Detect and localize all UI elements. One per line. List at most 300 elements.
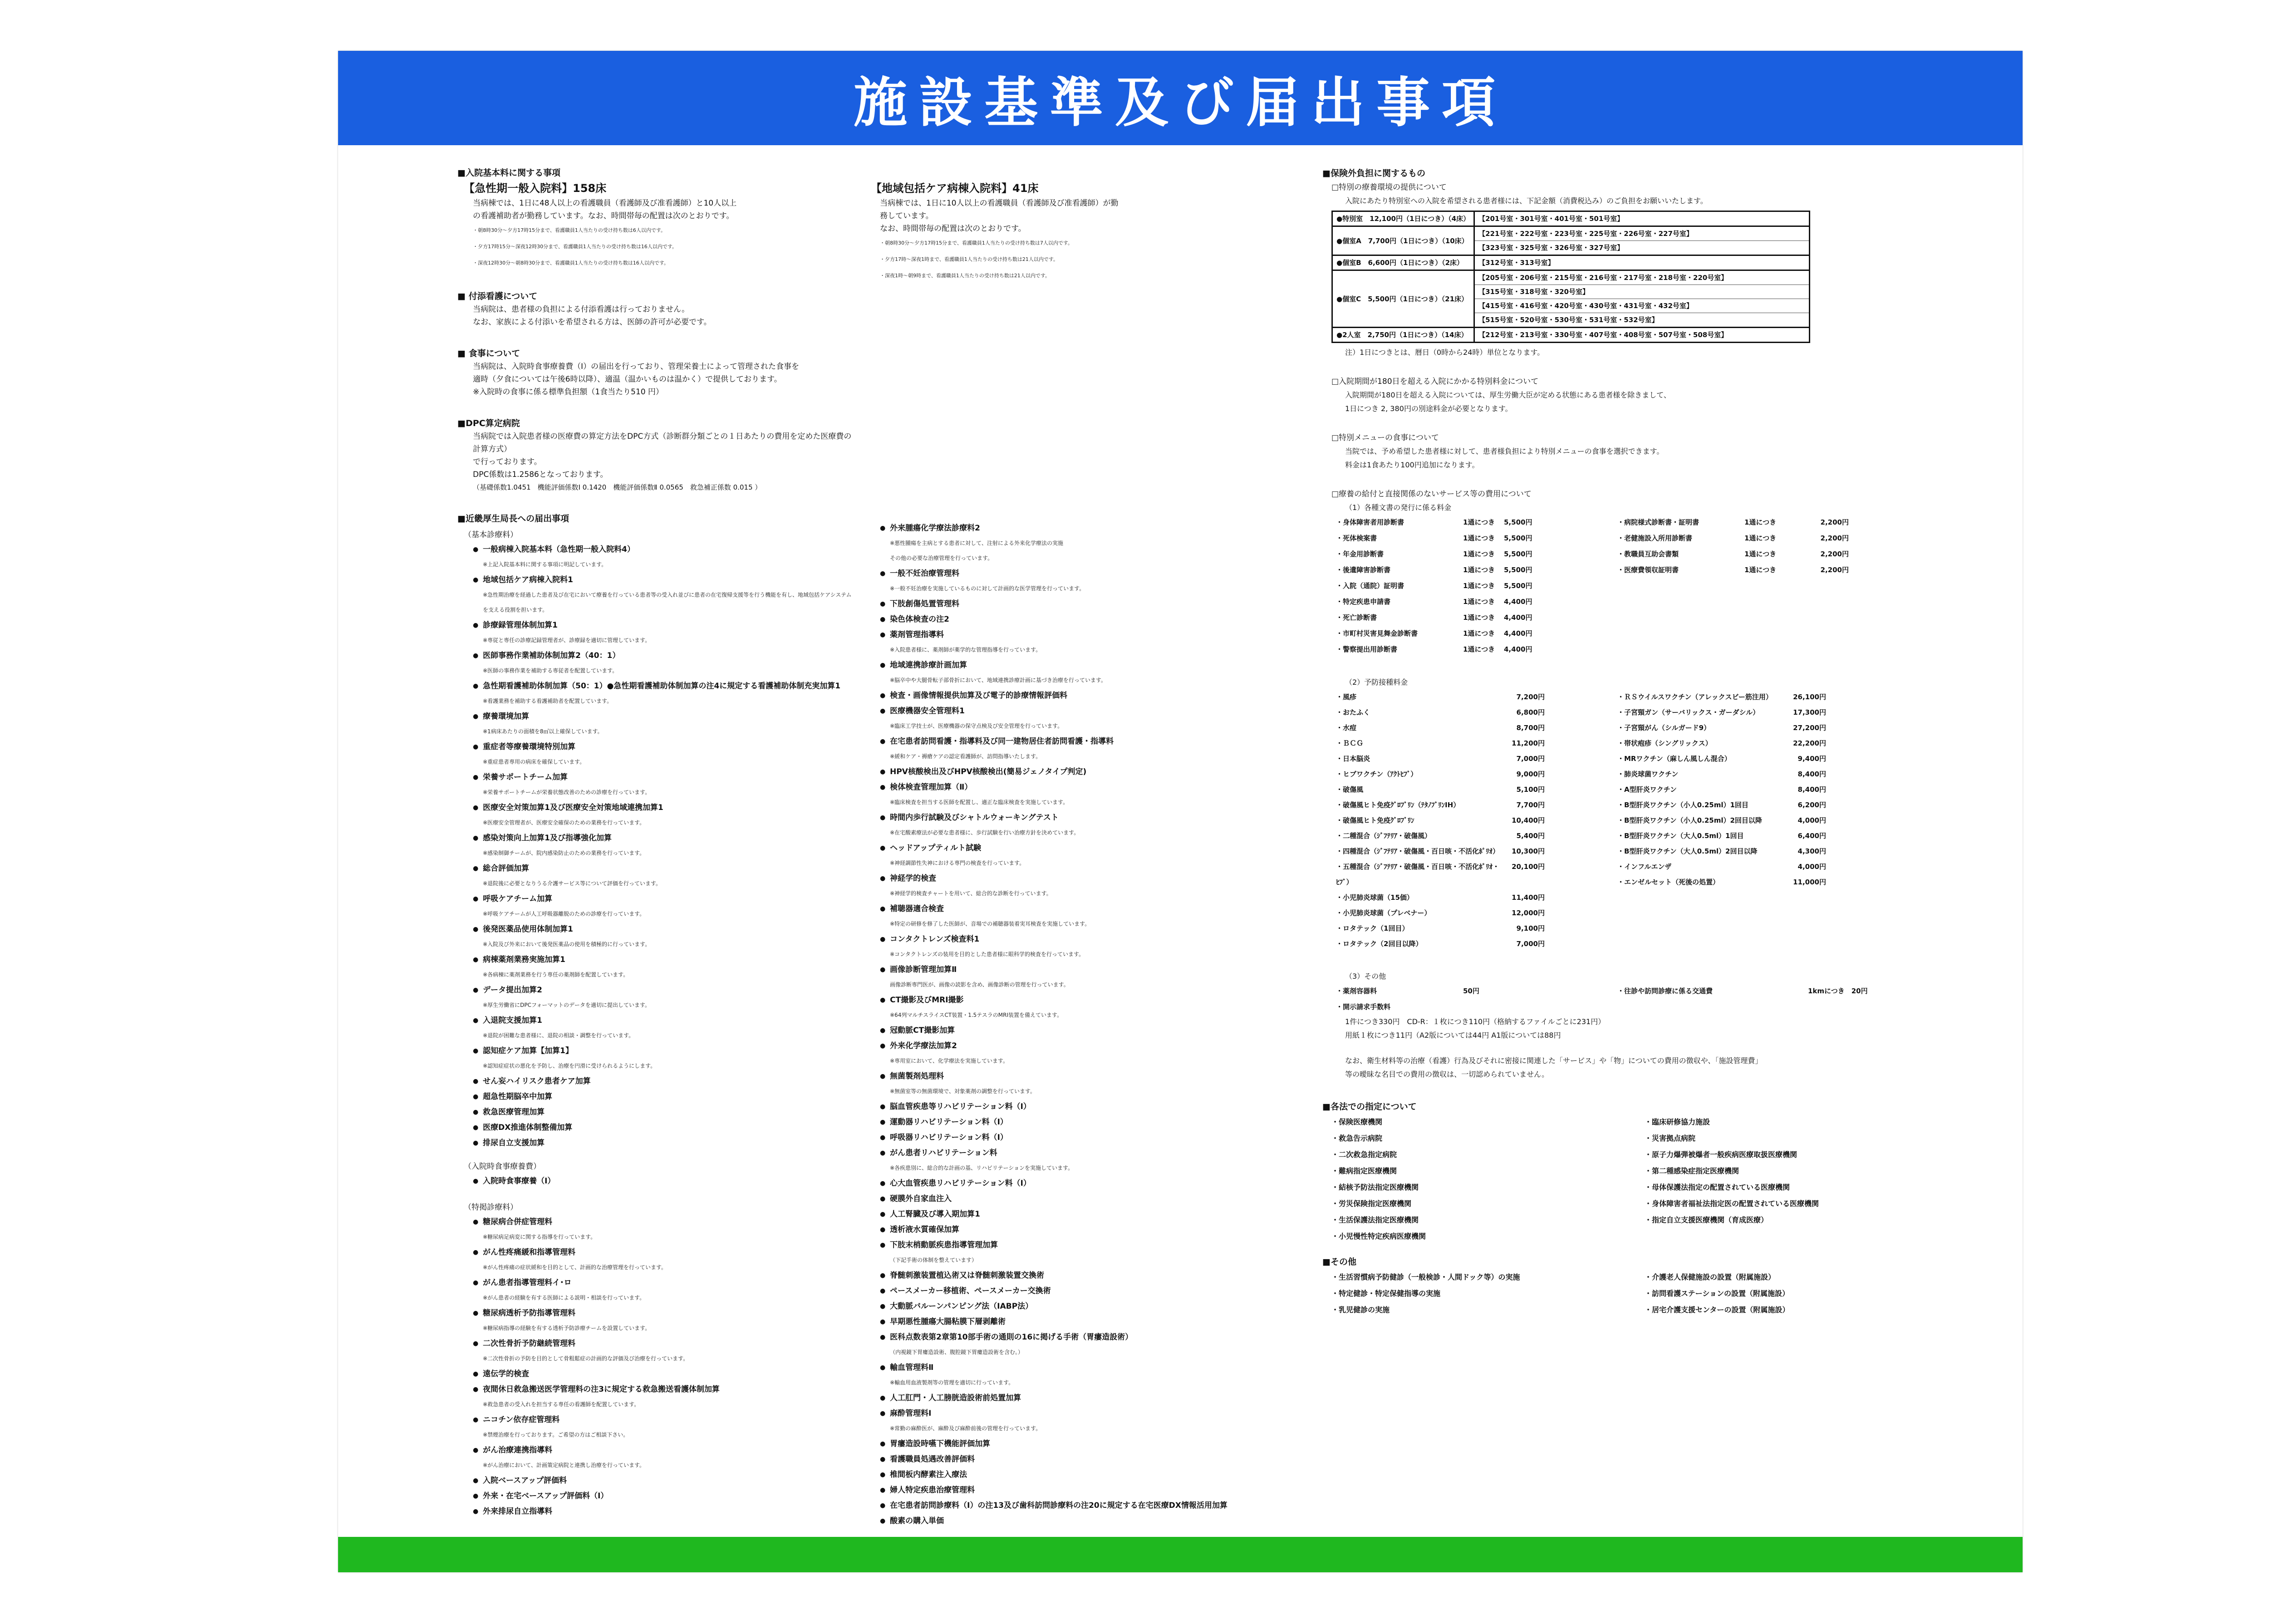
fee-row <box>1617 562 1871 578</box>
list-item: ● 外来排尿自立指導料 <box>457 1504 857 1519</box>
list-item: ● 医科点数表第2章第10部手術の通則の16に掲げる手術（胃瘻造設術） <box>864 1330 1318 1345</box>
vaccine-fees-left <box>1336 689 1617 952</box>
fee-name: ・市町村災害見舞金診断書 <box>1336 629 1418 638</box>
vaccine-row <box>1617 705 1890 720</box>
item-note: ※上記入院基本料に関する事項に明記しています。 <box>483 561 607 568</box>
vaccine-name: ・子宮頸ガン（サーバリックス・ガーダシル） <box>1617 708 1760 716</box>
vaccine-name: ・ヒブワクチン（ｱｸﾄﾋﾌﾞ） <box>1336 770 1418 778</box>
room-numbers: 【312号室・313号室】 <box>1474 255 1810 270</box>
vaccine-price: 10,400円 <box>1512 816 1545 824</box>
notice-board <box>338 51 2023 1572</box>
list-item: ● がん性疼痛緩和指導管理料 <box>457 1245 857 1260</box>
fee-unit: 1通につき <box>1744 534 1777 542</box>
section-heading: ■その他 <box>1322 1257 1356 1267</box>
vaccine-name: ・B型肝炎ワクチン（大人0.5ml）1回目 <box>1617 832 1744 840</box>
vaccine-price: 5,400円 <box>1516 832 1545 840</box>
list-item: ● 病棟薬剤業務実施加算1 <box>457 952 857 967</box>
list-item: ・指定自立支援医療機関（育成医療） <box>1645 1216 1768 1224</box>
item-note: ※認知症症状の悪化を予防し、治療を円滑に受けられるようにします。 <box>483 1063 656 1069</box>
room-numbers: 【205号室・206号室・215号室・216号室・217号室・218号室・220号室】 <box>1474 270 1810 285</box>
kihon-items <box>457 542 857 1151</box>
item-note: ※医師の事務作業を補助する専従者を配置しています。 <box>483 667 618 674</box>
list-item: ● 医療安全対策加算1及び医療安全対策地域連携加算1 <box>457 800 857 815</box>
fee-unit: 1通につき <box>1744 518 1777 526</box>
header-banner <box>338 51 2023 145</box>
fee-row <box>1336 562 1617 578</box>
list-item: ● 検査・画像情報提供加算及び電子的診療情報評価料 <box>864 688 1318 703</box>
item-note: ※各病棟に薬剤業務を行う専任の薬剤師を配置しています。 <box>483 971 629 978</box>
fee-row <box>1336 626 1617 642</box>
vaccine-name: ・ＲＳウイルスワクチン（アレックスビー筋注用） <box>1617 693 1773 701</box>
doc-fees-left <box>1336 515 1617 657</box>
item-note: ※医療安全管理者が、医療安全確保のための業務を行っています。 <box>483 819 645 826</box>
item-note: ※救急患者の受入れを担当する専任の看護師を配置しています。 <box>483 1401 640 1408</box>
vaccine-row <box>1617 797 1890 813</box>
item-note: ※入院患者様に、薬剤師が薬学的な管理指導を行っています。 <box>890 647 1041 653</box>
list-item: ・労災保険指定医療機関 <box>1331 1199 1412 1208</box>
section-heading: ■近畿厚生局長への届出事項 <box>457 514 569 524</box>
fee-value: 1kmにつき 20円 <box>1808 987 1868 995</box>
list-item: ・結核予防法指定医療機関 <box>1331 1183 1419 1192</box>
list-item: ● 脊髄刺激装置植込術又は脊髄刺激装置交換術 <box>864 1268 1318 1283</box>
fee-unit: 1通につき <box>1463 645 1495 653</box>
vaccine-row <box>1617 859 1890 874</box>
vaccine-name: ・二種混合（ｼﾞﾌﾃﾘｱ・破傷風） <box>1336 832 1432 840</box>
fee-name: ・老健施設入所用診断書 <box>1617 534 1693 542</box>
list-item: ● 重症者等療養環境特別加算 <box>457 739 857 755</box>
list-item: ● ヘッドアップティルト試験 <box>864 840 1318 856</box>
list-item: ● 人工肛門・人工膀胱造設術前処置加算 <box>864 1390 1318 1406</box>
list-item: ● 一般病棟入院基本料（急性期一般入院料4） <box>457 542 857 557</box>
fee-row <box>1336 594 1617 610</box>
list-item: ● ニコチン依存症管理料 <box>457 1412 857 1428</box>
sub-sub-heading: （2）予防接種料金 <box>1345 678 1408 687</box>
text-line: 用紙１枚につき11円（A2版については44円 A1版については88円 <box>1345 1031 1561 1040</box>
list-item: ● 輸血管理料Ⅱ <box>864 1360 1318 1375</box>
list-item: ・介護老人保健施設の設置（附属施設） <box>1645 1273 1776 1281</box>
fee-unit: 1通につき <box>1463 613 1495 622</box>
text-line: 入院にあたり特別室への入院を希望される患者様には、下記金額（消費税込み）のご負担をお願いいたします。 <box>1345 196 1708 205</box>
list-item: ● 後発医薬品使用体制加算1 <box>457 922 857 937</box>
list-item: ● 補聴器適合検査 <box>864 901 1318 917</box>
text-line: なお、衛生材料等の治療（看護）行為及びそれに密接に関連した「サービス」や「物」についての費用の徴収や、「施設管理費」 <box>1345 1056 1763 1065</box>
item-note: ※がん性疼痛の症状緩和を目的として、計画的な治療管理を行っています。 <box>483 1264 667 1271</box>
sonota-left <box>1331 1269 1645 1318</box>
list-item: ● 薬剤管理指導料 <box>864 627 1318 643</box>
sub-sub-heading: （3）その他 <box>1345 972 1386 981</box>
vaccine-name: ・破傷風ヒト免疫ｸﾞﾛﾌﾞﾘﾝ <box>1336 816 1414 824</box>
vaccine-row <box>1617 736 1890 751</box>
list-item: ● 人工腎臓及び導入期加算1 <box>864 1207 1318 1222</box>
fee-name: ・往診や訪問診療に係る交通費 <box>1617 987 1713 995</box>
list-item: ● 検体検査管理加算（Ⅱ） <box>864 780 1318 795</box>
room-category: ●個室A 7,700円（1日につき）（10床） <box>1332 226 1474 255</box>
list-item: ● 神経学的検査 <box>864 871 1318 886</box>
list-item: ・原子力爆弾被爆者一般疾病医療取扱医療機関 <box>1645 1150 1798 1159</box>
list-item: ● 酸素の購入単価 <box>864 1513 1318 1529</box>
vaccine-fees <box>1336 689 2003 952</box>
list-item: ● 在宅患者訪問診療料（Ⅰ）の注13及び歯科訪問診療料の注20に規定する在宅医療DX情報活用加算 <box>864 1498 1318 1513</box>
vaccine-price: 9,000円 <box>1516 770 1545 778</box>
fee-value: 4,400円 <box>1504 645 1532 653</box>
list-item: ・訪問看護ステーションの設置（附属施設） <box>1645 1289 1790 1298</box>
item-note: （下記手術の体制を整えています） <box>890 1257 977 1263</box>
item-note: ※脳卒中や大腿骨転子部骨折において、地域連携診療計画に基づき治療を行っています。 <box>890 677 1106 683</box>
vaccine-price: 9,400円 <box>1798 755 1826 763</box>
doc-fees <box>1336 515 2003 657</box>
item-note: ※コンタクトレンズの装用を目的とした患者様に眼科学的検査を行っています。 <box>890 951 1084 957</box>
fee-row <box>1336 642 1617 657</box>
fee-value: 2,200円 <box>1820 518 1849 526</box>
group-label: （基本診療料） <box>464 530 518 540</box>
chiiki-block <box>864 166 1119 284</box>
vaccine-name: ・風疹 <box>1336 693 1357 701</box>
list-item: ● ペースメーカー移植術、ペースメーカー交換術 <box>864 1283 1318 1299</box>
vaccine-name: ・肺炎球菌ワクチン <box>1617 770 1679 778</box>
fee-row <box>1336 610 1617 626</box>
item-note: ※臨床工学技士が、医療機器の保守点検及び安全管理を行っています。 <box>890 723 1063 729</box>
fee-unit: 1通につき <box>1463 518 1495 526</box>
list-item: ・乳児健診の実施 <box>1331 1305 1390 1314</box>
list-item: ● 麻酔管理料Ⅰ <box>864 1406 1318 1421</box>
section-nyuin <box>457 166 857 271</box>
list-item: ・小児慢性特定疾病医療機関 <box>1331 1232 1426 1241</box>
text-line: ・夕方17時15分～深夜12時30分まで、看護職員1人当たりの受け持ち数は16人以内です。 <box>473 244 677 250</box>
room-numbers: 【201号室・301号室・401号室・501号室】 <box>1474 211 1810 226</box>
item-note: ※退院後に必要となりうる介護サービス等について評価を行っています。 <box>483 880 661 887</box>
list-item: ・臨床研修協力施設 <box>1645 1118 1710 1126</box>
text-line: 当病院は、入院時食事療養費（Ⅰ）の届出を行っており、管理栄養士によって管理された食事を <box>473 362 800 371</box>
vaccine-price: 6,800円 <box>1516 708 1545 716</box>
list-item: ● 医療DX推進体制整備加算 <box>457 1120 857 1135</box>
tokkei-items-2 <box>864 520 1318 1529</box>
vaccine-name: ・五種混合（ｼﾞﾌﾃﾘｱ・破傷風・百日咳・不活化ﾎﾟﾘｵ・ﾋﾌﾞ） <box>1336 863 1500 886</box>
list-item: ● 在宅患者訪問看護・指導料及び同一建物居住者訪問看護・指導料 <box>864 734 1318 749</box>
list-item: ● 医師事務作業補助体制加算2（40：1） <box>457 648 857 663</box>
shitei-list <box>1322 1114 2003 1245</box>
list-item: ● 下肢創傷処置管理料 <box>864 596 1318 612</box>
vaccine-price: 7,200円 <box>1516 693 1545 701</box>
room-category: ●特別室 12,100円（1日につき）（4床） <box>1332 211 1474 226</box>
vaccine-row <box>1336 905 1617 921</box>
room-category: ●個室C 5,500円（1日につき）（21床） <box>1332 270 1474 328</box>
other-fees <box>1336 983 2003 999</box>
list-item: ・身体障害者福祉法指定医の配置されている医療機関 <box>1645 1199 1819 1208</box>
vaccine-row <box>1336 705 1617 720</box>
fee-unit: 1通につき <box>1463 598 1495 606</box>
room-numbers: 【415号室・416号室・420号室・430号室・431号室・432号室】 <box>1474 299 1810 313</box>
room-numbers: 【212号室・213号室・330号室・407号室・408号室・507号室・508号室】 <box>1474 328 1810 343</box>
vaccine-name: ・B型肝炎ワクチン（大人0.5ml）2回目以降 <box>1617 847 1758 855</box>
sub-heading: □療養の給付と直接関係のないサービス等の費用について <box>1331 490 1532 499</box>
list-item: ● がん患者指導管理料イ･ロ <box>457 1275 857 1290</box>
list-item: ● 早期悪性腫瘍大腸粘膜下層剥離術 <box>864 1314 1318 1330</box>
section-heading: ■DPC算定病院 <box>457 418 520 428</box>
vaccine-name: ・小児肺炎球菌（15価） <box>1336 893 1414 902</box>
fee-value: 5,500円 <box>1504 534 1532 542</box>
section-shokuji <box>457 347 857 398</box>
vaccine-row <box>1336 890 1617 905</box>
text-line: ・朝8時30分～夕方17時15分まで、看護職員1人当たりの受け持ち数は7人以内です。 <box>880 240 1073 246</box>
text-line: （基礎係数1.0451 機能評価係数Ⅰ 0.1420 機能評価係数Ⅱ 0.0565 救急補正係数 0.015 ） <box>473 483 762 491</box>
list-item: ● 大動脈バルーンパンピング法（IABP法） <box>864 1299 1318 1314</box>
middle-column <box>864 520 1318 1529</box>
text-line: 注）1日につきとは、暦日（0時から24時）単位となります。 <box>1345 348 1545 357</box>
vaccine-row <box>1617 844 1890 859</box>
text-line: ・深夜1時～朝9時まで、看護職員1人当たりの受け持ち数は21人以内です。 <box>880 273 1050 279</box>
sonota-right <box>1645 1269 1962 1318</box>
section-kinki <box>457 512 857 1519</box>
vaccine-price: 27,200円 <box>1793 724 1826 732</box>
fee-value: 2,200円 <box>1820 534 1849 542</box>
vaccine-name: ・ＢＣＧ <box>1336 739 1364 747</box>
vaccine-price: 4,000円 <box>1798 863 1826 871</box>
text-line: ※入院時の食事に係る標準負担額（1食当たり510 円） <box>473 388 663 397</box>
vaccine-name: ・A型肝炎ワクチン <box>1617 785 1677 794</box>
fee-unit: 1通につき <box>1463 582 1495 590</box>
text-line: 入院期間が180日を超える入院については、厚生労働大臣が定める状態にある患者様を除きまして、 <box>1345 391 1671 399</box>
vaccine-row <box>1336 720 1617 736</box>
list-item: ● 糖尿病合併症管理料 <box>457 1214 857 1230</box>
item-note: その他の必要な治療管理を行っています。 <box>890 555 993 561</box>
item-note: ※各疾患別に、総合的な計画の基、リハビリテーションを実施しています。 <box>890 1165 1074 1171</box>
vaccine-name: ・インフルエンザ <box>1617 863 1672 871</box>
item-note: ※悪性腫瘍を主病とする患者に対して、注射による外来化学療法の実施 <box>890 540 1063 546</box>
item-note: ※1病床あたりの面積を8㎡以上確保しています。 <box>483 728 603 735</box>
fee-name: ・死亡診断書 <box>1336 613 1377 622</box>
vaccine-name: ・日本脳炎 <box>1336 755 1370 763</box>
vaccine-price: 7,000円 <box>1516 755 1545 763</box>
vaccine-row <box>1336 766 1617 782</box>
vaccine-name: ・小児肺炎球菌（プレベナー） <box>1336 909 1431 917</box>
list-item: ・生活保護法指定医療機関 <box>1331 1216 1419 1224</box>
list-item: ● がん治療連携指導料 <box>457 1442 857 1458</box>
left-column <box>457 166 857 1519</box>
item-note: ※入院及び外来において後発医薬品の使用を積極的に行っています。 <box>483 941 651 947</box>
list-item: ● 心大血管疾患リハビリテーション料（Ⅰ） <box>864 1176 1318 1191</box>
vaccine-price: 8,700円 <box>1516 724 1545 732</box>
item-note: ※臨床検査を担当する医師を配置し、適正な臨床検査を実施しています。 <box>890 799 1069 805</box>
text-line: DPC係数は1.2586となっております。 <box>473 470 608 479</box>
room-numbers: 【323号室・325号室・326号室・327号室】 <box>1474 241 1810 255</box>
section-heading: ■入院基本料に関する事項 <box>457 168 560 178</box>
vaccine-name: ・MRワクチン（麻しん風しん混合） <box>1617 755 1731 763</box>
vaccine-row <box>1617 751 1890 766</box>
item-note: ※特定の研修を修了した医師が、音場での補聴器装着実耳検査を実施しています。 <box>890 921 1090 927</box>
list-item: ・救急告示病院 <box>1331 1134 1383 1143</box>
vaccine-price: 11,200円 <box>1512 739 1545 747</box>
fee-name: ・年金用診断書 <box>1336 550 1384 558</box>
list-item: ● 急性期看護補助体制加算（50：1）●急性期看護補助体制加算の注4に規定する看護補助体制充実加算1 <box>457 678 857 694</box>
vaccine-fees-right <box>1617 689 1890 952</box>
sub-sub-heading: （1）各種文書の発行に係る料金 <box>1345 503 1452 512</box>
vaccine-price: 12,000円 <box>1512 909 1545 917</box>
room-category: ●2人室 2,750円（1日につき）（14床） <box>1332 328 1474 343</box>
fee-unit: 1通につき <box>1744 566 1777 574</box>
sonota-list <box>1322 1269 2003 1318</box>
list-item: ● 入退院支援加算1 <box>457 1013 857 1028</box>
list-item: ● 外来・在宅ベースアップ評価料（Ⅰ） <box>457 1488 857 1504</box>
list-item: ・居宅介護支援センターの設置（附属施設） <box>1645 1305 1790 1314</box>
item-note: ※輸血用血液製剤等の管理を適切に行っています。 <box>890 1379 1014 1386</box>
item-note: ※感染制御チームが、院内感染防止のための業務を行っています。 <box>483 850 645 856</box>
fee-value: 5,500円 <box>1504 582 1532 590</box>
section-heading: ■ 付添看護について <box>457 291 538 301</box>
list-item: ● コンタクトレンズ検査料1 <box>864 932 1318 947</box>
list-item: ● 感染対策向上加算1及び指導強化加算 <box>457 830 857 846</box>
fee-value: 4,400円 <box>1504 598 1532 606</box>
vaccine-row <box>1336 813 1617 828</box>
fee-name: ・病院様式診断書・証明書 <box>1617 518 1699 526</box>
vaccine-name: ・破傷風 <box>1336 785 1364 794</box>
vaccine-name: ・ロタテック（1回目） <box>1336 924 1409 932</box>
list-item: ● せん妄ハイリスク患者ケア加算 <box>457 1074 857 1089</box>
list-item: ● 超急性期脳卒中加算 <box>457 1089 857 1104</box>
list-item: ● 入院ベースアップ評価料 <box>457 1473 857 1488</box>
list-item: ● 一般不妊治療管理料 <box>864 566 1318 581</box>
list-item: ● 呼吸器リハビリテーション料（Ⅰ） <box>864 1130 1318 1145</box>
item-note: ※急性期治療を経過した患者及び在宅において療養を行っている患者等の受入れ並びに患者の在宅復帰支援等を行う機能を有し、地域包括ケアシステムを支える役割を担います。 <box>483 592 852 613</box>
text-line: 適時（夕食については午後6時以降）、適温（温かいものは温かく）で提供しております。 <box>473 375 782 384</box>
list-item: ● がん患者リハビリテーション料 <box>864 1145 1318 1161</box>
fee-name: ・特定疾患申請書 <box>1336 598 1391 606</box>
section-dpc <box>457 417 857 494</box>
vaccine-name: ・子宮頸がん（シルガード9） <box>1617 724 1711 732</box>
fee-value: 5,500円 <box>1504 566 1532 574</box>
fee-row <box>1336 546 1617 562</box>
room-numbers: 【515号室・520号室・530号室・531号室・532号室】 <box>1474 313 1810 328</box>
list-item: ● 医療機器安全管理料1 <box>864 703 1318 719</box>
item-note: ※看護業務を補助する看護補助者を配置しています。 <box>483 698 613 704</box>
list-item: ● 糖尿病透析予防指導管理料 <box>457 1305 857 1321</box>
list-item: ● 救急医療管理加算 <box>457 1104 857 1120</box>
list-item: ● 遠伝学的検査 <box>457 1366 857 1382</box>
vaccine-row <box>1336 751 1617 766</box>
fee-unit: 1通につき <box>1463 550 1495 558</box>
chiiki-title: 【地域包括ケア病棟入院料】41床 <box>871 182 1039 195</box>
item-note: ※重症患者専用の病床を確保しています。 <box>483 759 585 765</box>
footer-band <box>338 1537 2023 1572</box>
list-item: ● データ提出加算2 <box>457 982 857 998</box>
item-note: ※常勤の麻酔医が、麻酔及び麻酔前後の管理を行っています。 <box>890 1425 1041 1432</box>
sub-heading: □入院期間が180日を超える入院にかかる特別料金について <box>1331 377 1539 386</box>
list-item: ● 脳血管疾患等リハビリテーション料（Ⅰ） <box>864 1099 1318 1114</box>
item-note: ※神経学的検査チャートを用いて、総合的な診断を行っています。 <box>890 890 1052 897</box>
item-note: （内視鏡下胃瘻造設術、腹腔鏡下胃瘻造設術を含む。） <box>890 1349 1024 1355</box>
list-item: ● 透析液水質確保加算 <box>864 1222 1318 1237</box>
list-item: ● 時間内歩行試験及びシャトルウォーキングテスト <box>864 810 1318 825</box>
item-note: ※二次性骨折の予防を目的として骨粗鬆症の計画的な評価及び治療を行っています。 <box>483 1355 689 1362</box>
fee-name: ・医療費領収証明書 <box>1617 566 1679 574</box>
vaccine-row <box>1336 736 1617 751</box>
acute-title: 【急性期一般入院料】158床 <box>464 182 607 195</box>
list-item: ● 冠動脈CT撮影加算 <box>864 1023 1318 1038</box>
vaccine-price: 8,400円 <box>1798 770 1826 778</box>
vaccine-price: 6,200円 <box>1798 801 1826 809</box>
item-note: ※退院が困難な患者様に、退院の相談・調整を行っています。 <box>483 1032 634 1039</box>
list-item: ● 排尿自立支援加算 <box>457 1135 857 1151</box>
list-item: ・特定健診・特定保健指導の実施 <box>1331 1289 1441 1298</box>
right-column <box>1322 166 2003 1318</box>
text-line: ・深夜12時30分～朝8時30分まで、看護職員1人当たりの受け持ち数は16人以内です。 <box>473 260 669 266</box>
list-item: ● 無菌製剤処理料 <box>864 1069 1318 1084</box>
text-line: 当病院は、患者様の負担による付添看護は行っておりません。 <box>473 305 690 314</box>
vaccine-name: ・エンゼルセット（死後の処置） <box>1617 878 1720 886</box>
fee-value: 5,500円 <box>1504 518 1532 526</box>
vaccine-row <box>1336 797 1617 813</box>
fee-row <box>1336 515 1617 530</box>
text-line: 当病棟では、1日に10人以上の看護職員（看護師及び准看護師）が勤務しています。 <box>880 199 1119 221</box>
vaccine-row <box>1336 828 1617 844</box>
list-item: ● 地域連携診療計画加算 <box>864 657 1318 673</box>
fee-value: 4,400円 <box>1504 613 1532 622</box>
list-item: ・生活習慣病予防健診（一般検診・人間ドック等）の実施 <box>1331 1273 1520 1281</box>
room-numbers: 【315号室・318号室・320号室】 <box>1474 285 1810 299</box>
room-numbers: 【221号室・222号室・223号室・225号室・226号室・227号室】 <box>1474 226 1810 241</box>
section-tsukisoi <box>457 289 857 329</box>
vaccine-row <box>1617 874 1890 890</box>
list-item: ・二次救急指定病院 <box>1331 1150 1397 1159</box>
list-item: ● 胃瘻造設時嚥下機能評価加算 <box>864 1436 1318 1452</box>
fee-row <box>1617 546 1871 562</box>
list-item: ● 婦人特定疾患治療管理料 <box>864 1482 1318 1498</box>
list-item: ● 認知症ケア加算【加算1】 <box>457 1043 857 1059</box>
list-item: ● 運動器リハビリテーション料（Ⅰ） <box>864 1114 1318 1130</box>
item-note: 画像診断専門医が、画像の読影を含め、画像診断の管理を行っています。 <box>890 981 1069 988</box>
list-item: ● 総合評価加算 <box>457 861 857 876</box>
vaccine-row <box>1336 859 1617 890</box>
section-heading: ■各法での指定について <box>1322 1102 1417 1112</box>
list-item: ● 硬膜外自家血注入 <box>864 1191 1318 1207</box>
vaccine-price: 10,300円 <box>1512 847 1545 855</box>
list-item: ● 外来化学療法加算2 <box>864 1038 1318 1054</box>
fee-unit: 1通につき <box>1463 629 1495 638</box>
text-line: 当病院では入院患者様の医療費の算定方法をDPC方式（診断群分類ごとの１日あたりの費用を定めた医療費の計算方式） <box>473 432 852 454</box>
item-note: ※糖尿病足病変に関する指導を行っています。 <box>483 1234 596 1240</box>
vaccine-name: ・ロタテック（2回目以降） <box>1336 940 1423 948</box>
fee-row <box>1336 530 1617 546</box>
list-item: ● 栄養サポートチーム加算 <box>457 770 857 785</box>
vaccine-row <box>1617 689 1890 705</box>
list-item: ● 診療録管理体制加算1 <box>457 618 857 633</box>
room-table <box>1331 211 1810 343</box>
page-title: 施設基準及び届出事項 <box>853 71 1507 134</box>
vaccine-price: 11,400円 <box>1512 893 1545 902</box>
vaccine-price: 20,100円 <box>1512 863 1545 871</box>
list-item: ・災害拠点病院 <box>1645 1134 1696 1143</box>
item-note: ※在宅酸素療法が必要な患者様に、歩行試験を行い治療方針を決めています。 <box>890 829 1080 836</box>
vaccine-row <box>1336 921 1617 936</box>
item-note: ※糖尿病指導の経験を有する透析予防診療チームを設置しています。 <box>483 1325 651 1331</box>
list-item: ● CT撮影及びMRI撮影 <box>864 992 1318 1008</box>
fee-unit: 1通につき <box>1463 534 1495 542</box>
item-note: ※厚生労働省にDPCフォーマットのデータを適切に提出しています。 <box>483 1002 650 1008</box>
text-line: で行っております。 <box>473 457 542 466</box>
doc-fees-right <box>1617 515 1871 657</box>
item-note: ※64列マルチスライスCT装置・1.5テスラのMRI装置を備えています。 <box>890 1012 1062 1018</box>
vaccine-price: 6,400円 <box>1798 832 1826 840</box>
list-item: ● 二次性骨折予防継続管理料 <box>457 1336 857 1351</box>
vaccine-row <box>1617 813 1890 828</box>
fee-unit: 1通につき <box>1744 550 1777 558</box>
list-item: ・第二種感染症指定医療機関 <box>1645 1167 1739 1175</box>
list-item: ● 夜間休日救急搬送医学管理料の注3に規定する救急搬送看護体制加算 <box>457 1382 857 1397</box>
vaccine-name: ・帯状疱疹（シングリックス） <box>1617 739 1712 747</box>
item-note: ※呼吸ケアチームが人工呼吸器離脱のための診療を行っています。 <box>483 911 645 917</box>
vaccine-row <box>1617 766 1890 782</box>
list-item: ● 外来腫瘍化学療法診療料2 <box>864 520 1318 536</box>
list-item: ● 椎間板内酵素注入療法 <box>864 1467 1318 1482</box>
